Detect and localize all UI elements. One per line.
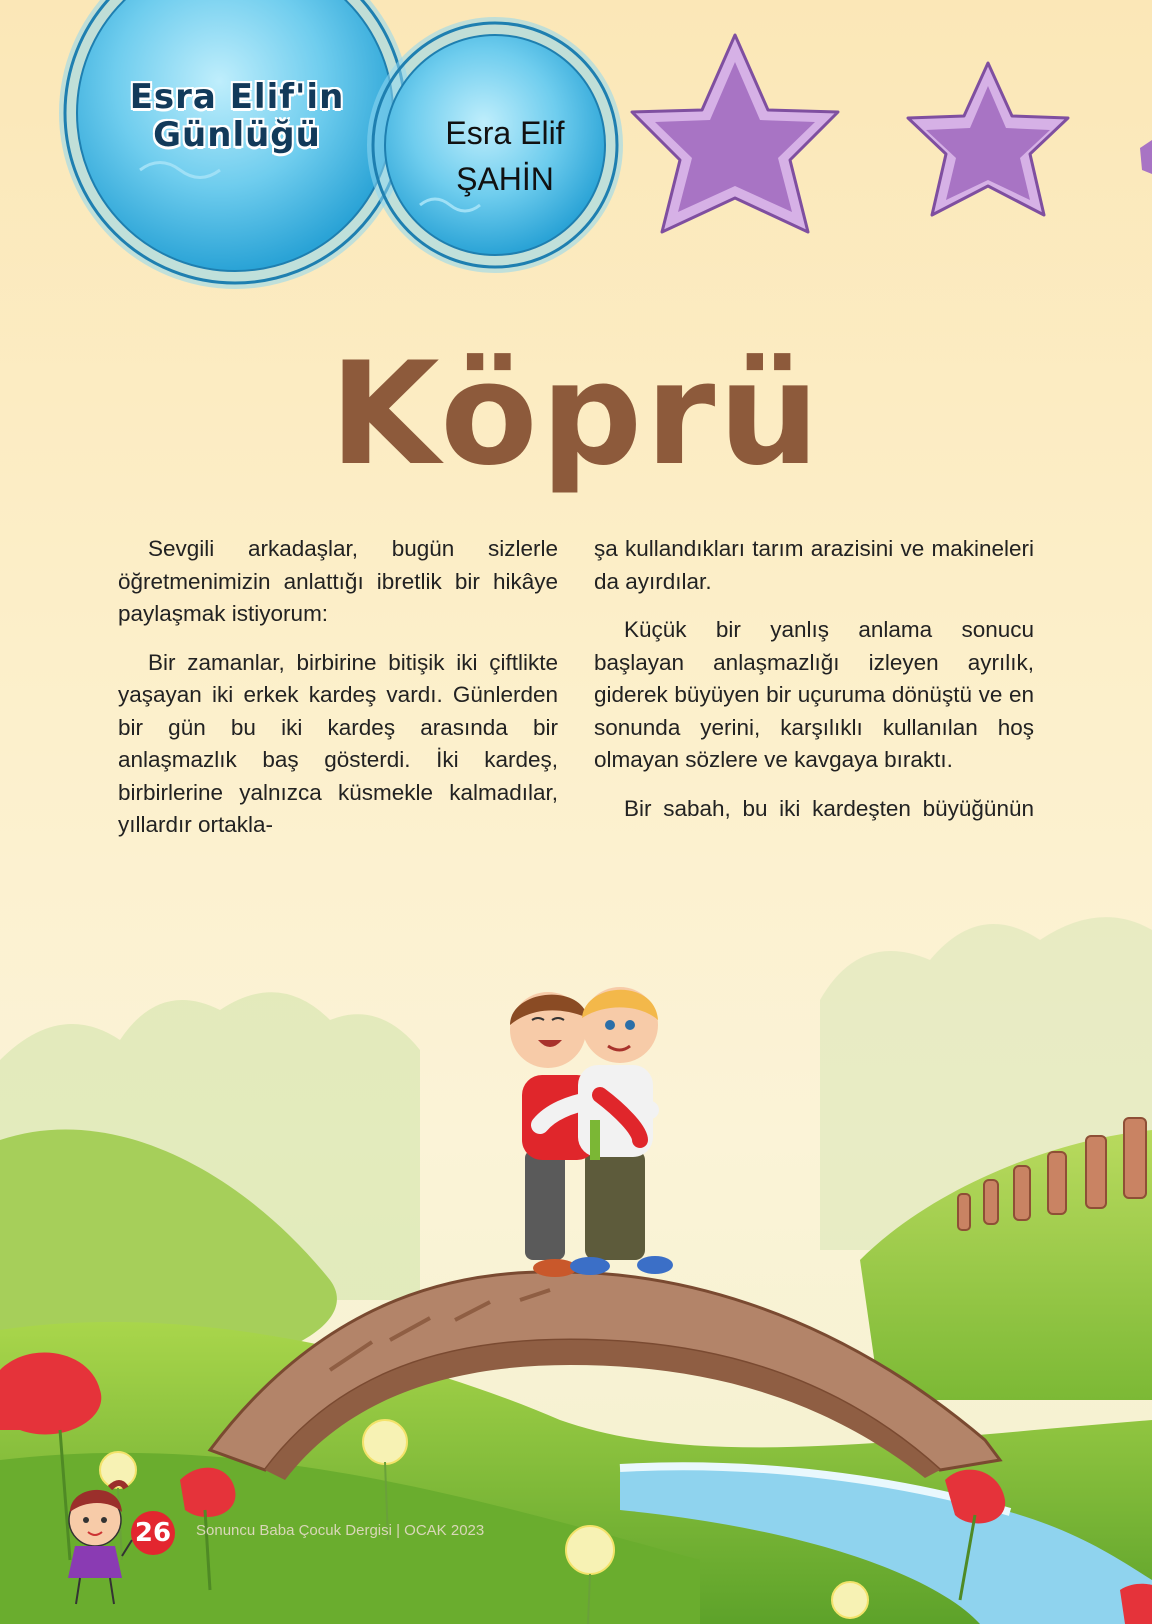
author-name — [405, 110, 605, 202]
purple-star-partial-icon — [1140, 140, 1152, 174]
footer-publication: Sonuncu Baba Çocuk Dergisi | OCAK 2023 — [196, 1522, 485, 1539]
article-column-right — [594, 533, 1034, 841]
hugging-boys-illustration — [510, 987, 673, 1277]
paragraph: Küçük bir yanlış anlama sonucu başlayan anlaşmazlığı izleyen ayrılık, giderek büyüyen bir uçuruma dönüştü ve en sonunda yerini, karşılıklı kullanılan hoş olmayan sözlere ve kavgaya bıraktı. — [594, 617, 1034, 772]
series-title-line1: Esra Elif'in — [129, 77, 345, 117]
author-first-name: Esra Elif — [445, 115, 565, 151]
article-column-left — [118, 533, 558, 858]
purple-star-small-icon — [908, 63, 1068, 215]
article-title: Köprü — [329, 332, 823, 497]
author-last-name: ŞAHİN — [456, 161, 554, 197]
paragraph: Sevgili arkadaşlar, bugün sizlerle öğretmenimizin anlattığı ibretlik bir hikâye paylaşmak istiyorum: — [118, 536, 558, 626]
series-title — [92, 78, 382, 154]
series-title-line2: Günlüğü — [153, 115, 321, 155]
paragraph: Bir zamanlar, birbirine bitişik iki çiftlikte yaşayan iki erkek kardeş vardı. Günlerden bir gün bu iki kardeş arasında bir anlaşmazlık baş gösterdi. İki kardeş, birbirlerine yalnızca küsmekle kalmadılar, yıllardır ortakla- — [118, 649, 558, 837]
paragraph: şa kullandıkları tarım arazisini ve makineleri da ayırdılar. — [594, 536, 1034, 594]
page-number-badge: 26 — [131, 1511, 175, 1555]
purple-star-large-icon — [632, 35, 838, 232]
paragraph: Bir sabah, bu iki kardeşten büyüğünün — [624, 795, 1034, 821]
